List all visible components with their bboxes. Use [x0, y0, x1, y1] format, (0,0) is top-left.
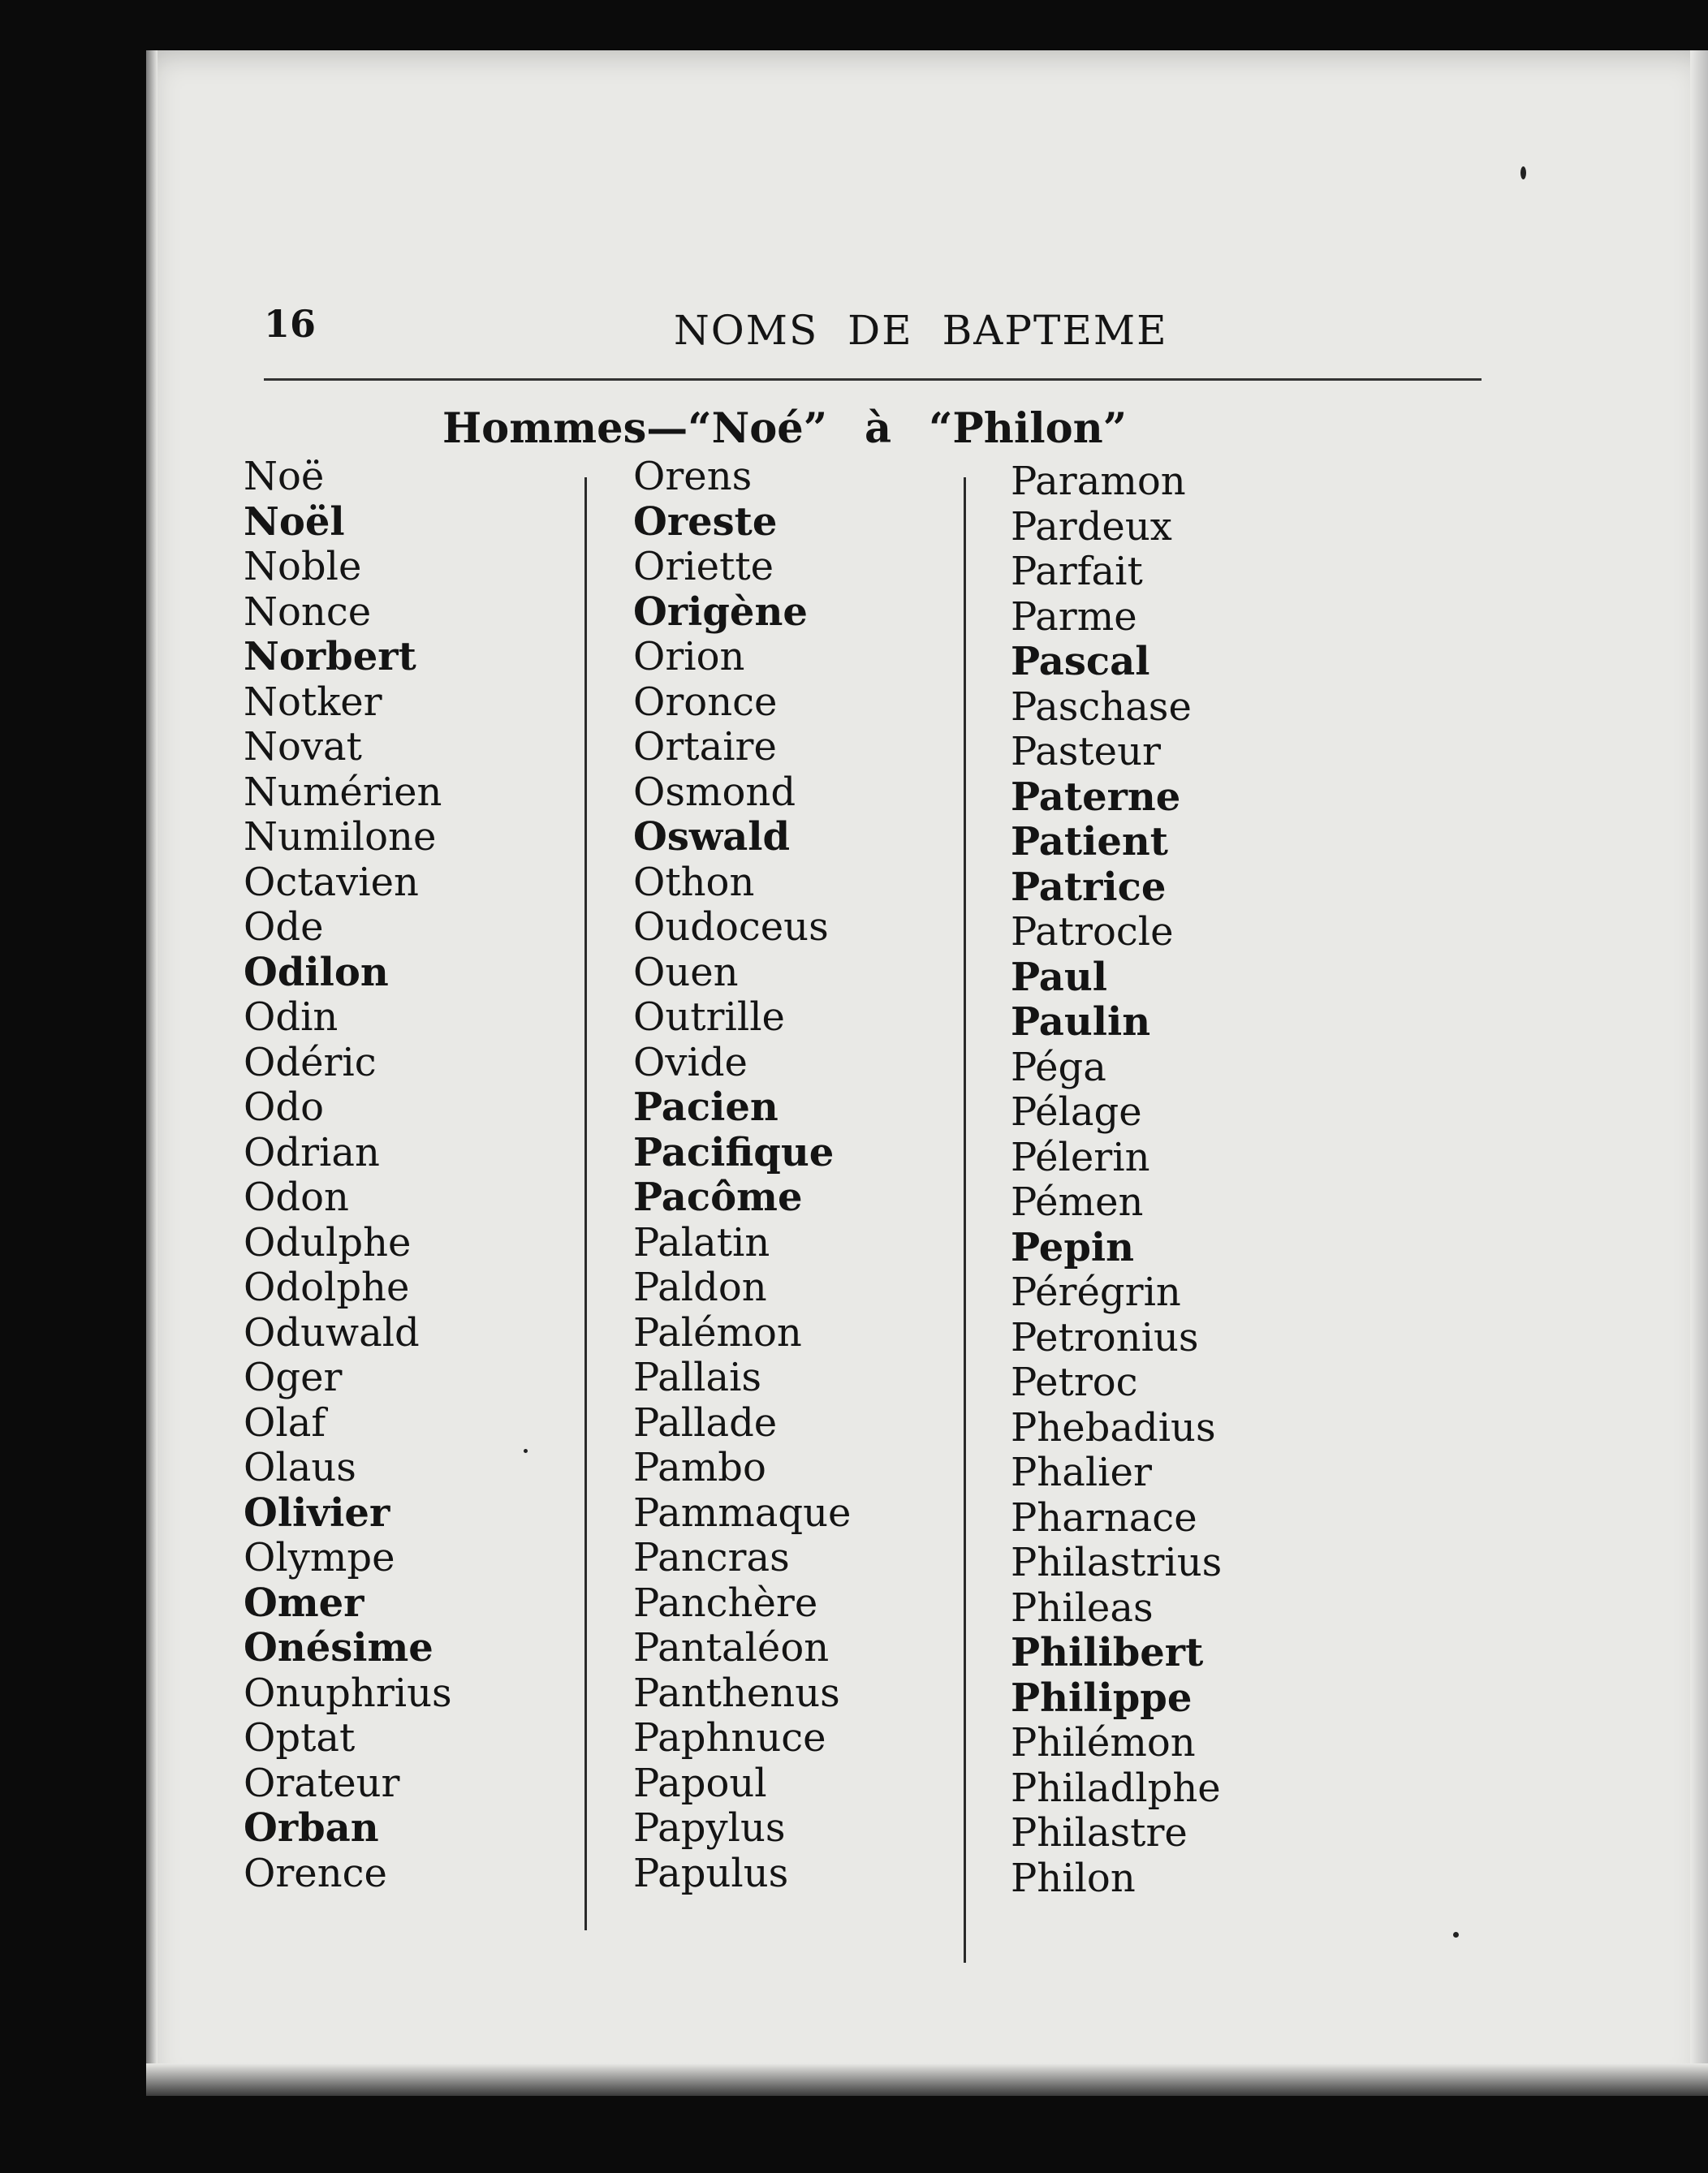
name-entry: Papylus	[633, 1805, 786, 1851]
name-entry: Philippe	[1011, 1675, 1193, 1721]
name-entry: Phebadius	[1011, 1404, 1216, 1451]
name-entry: Orateur	[244, 1760, 400, 1806]
name-entry: Onésime	[244, 1625, 433, 1671]
name-entry: Olaus	[244, 1445, 356, 1490]
name-entry: Pambo	[633, 1445, 766, 1490]
name-entry: Ouen	[633, 949, 739, 995]
name-entry: Oronce	[633, 679, 778, 725]
name-entry: Noble	[244, 544, 362, 589]
name-entry: Pammaque	[633, 1490, 852, 1536]
name-entry: Paul	[1011, 954, 1108, 1000]
name-entry: Parfait	[1011, 549, 1143, 594]
name-entry: Panthenus	[633, 1670, 840, 1716]
name-entry: Ode	[244, 904, 324, 950]
name-entry: Pérégrin	[1011, 1270, 1181, 1315]
name-entry: Pascal	[1011, 639, 1150, 684]
name-entry: Norbert	[244, 634, 416, 679]
scan-speck	[1520, 166, 1526, 179]
name-entry: Octavien	[244, 859, 419, 905]
name-entry: Nonce	[244, 589, 372, 635]
name-entry: Phileas	[1011, 1584, 1154, 1631]
scan-speck	[1453, 1932, 1459, 1938]
name-entry: Olaf	[244, 1399, 326, 1446]
name-column-2	[633, 455, 1055, 1896]
name-entry: Paulin	[1011, 999, 1151, 1045]
name-entry: Origène	[633, 589, 808, 635]
section-heading	[442, 404, 1127, 453]
name-entry: Ovide	[633, 1039, 748, 1085]
name-entry: Omer	[244, 1580, 364, 1626]
name-entry: Paramon	[1011, 459, 1186, 504]
name-entry: Oudoceus	[633, 904, 829, 950]
name-entry: Panchère	[633, 1580, 818, 1626]
name-entry: Pallais	[633, 1355, 762, 1400]
name-column-1	[244, 455, 666, 1896]
name-entry: Philastre	[1011, 1810, 1188, 1856]
name-entry: Odin	[244, 994, 339, 1040]
section-heading-mid: à	[865, 404, 892, 453]
name-entry: Pepin	[1011, 1224, 1135, 1270]
name-entry: Pélerin	[1011, 1134, 1150, 1180]
name-entry: Paschase	[1011, 683, 1192, 730]
column-divider	[584, 477, 587, 1930]
name-entry: Petroc	[1011, 1360, 1138, 1405]
name-entry: Olympe	[244, 1535, 395, 1580]
name-entry: Paphnuce	[633, 1715, 826, 1761]
name-entry: Pacôme	[633, 1175, 803, 1220]
name-entry: Optat	[244, 1715, 356, 1761]
name-entry: Numilone	[244, 814, 437, 860]
name-entry: Pacifique	[633, 1129, 835, 1175]
name-entry: Ortaire	[633, 724, 777, 770]
name-entry: Oger	[244, 1355, 343, 1400]
name-entry: Patrice	[1011, 864, 1167, 910]
name-entry: Notker	[244, 679, 382, 725]
name-entry: Oreste	[633, 498, 778, 545]
name-entry: Péga	[1011, 1044, 1106, 1090]
name-entry: Odo	[244, 1084, 324, 1130]
name-entry: Odolphe	[244, 1265, 410, 1310]
name-entry: Odilon	[244, 949, 389, 995]
name-entry: Papulus	[633, 1850, 789, 1896]
name-entry: Noël	[244, 498, 345, 545]
page-right-edge	[1690, 50, 1708, 2096]
name-column-3	[1011, 459, 1433, 1901]
name-entry: Palémon	[633, 1309, 802, 1356]
name-entry: Paldon	[633, 1265, 767, 1310]
name-entry: Osmond	[633, 769, 796, 815]
header-rule	[264, 378, 1482, 381]
name-entry: Pémen	[1011, 1179, 1144, 1225]
name-entry: Noë	[244, 454, 325, 499]
name-entry: Phalier	[1011, 1450, 1152, 1495]
section-heading-right: “Philon”	[929, 404, 1128, 453]
name-entry: Paterne	[1011, 774, 1181, 820]
name-entry: Numérien	[244, 769, 442, 815]
name-entry: Orence	[244, 1850, 387, 1896]
page-bottom-edge	[146, 2063, 1708, 2096]
name-entry: Olivier	[244, 1490, 390, 1536]
name-entry: Othon	[633, 859, 755, 905]
running-title: NOMS DE BAPTEME	[674, 307, 1168, 354]
name-entry: Philon	[1011, 1855, 1136, 1901]
name-entry: Pasteur	[1011, 729, 1161, 774]
name-entry: Philémon	[1011, 1720, 1196, 1766]
name-entry: Pharnace	[1011, 1494, 1197, 1541]
name-entry: Odéric	[244, 1039, 377, 1085]
name-entry: Odulphe	[244, 1219, 412, 1265]
section-heading-left: Hommes—“Noé”	[442, 404, 828, 453]
name-entry: Petronius	[1011, 1314, 1199, 1360]
name-entry: Orion	[633, 634, 745, 679]
name-entry: Philastrius	[1011, 1540, 1223, 1585]
name-entry: Oduwald	[244, 1309, 420, 1356]
name-entry: Philadlphe	[1011, 1765, 1221, 1811]
name-entry: Oriette	[633, 544, 774, 589]
column-divider	[964, 477, 966, 1963]
name-entry: Pantaléon	[633, 1625, 830, 1671]
name-entry: Oswald	[633, 814, 791, 860]
name-entry: Odrian	[244, 1129, 380, 1175]
name-entry: Orens	[633, 454, 753, 499]
name-entry: Pancras	[633, 1535, 790, 1580]
name-entry: Palatin	[633, 1219, 770, 1265]
name-entry: Onuphrius	[244, 1670, 452, 1716]
scan-speck	[524, 1449, 528, 1453]
name-entry: Novat	[244, 724, 362, 770]
name-entry: Pélage	[1011, 1089, 1142, 1135]
name-entry: Patrocle	[1011, 909, 1174, 955]
name-entry: Pallade	[633, 1399, 778, 1446]
name-entry: Pardeux	[1011, 503, 1172, 550]
name-entry: Parme	[1011, 593, 1137, 640]
page-number: 16	[264, 302, 317, 346]
name-entry: Outrille	[633, 994, 785, 1040]
name-entry: Patient	[1011, 819, 1168, 864]
name-entry: Odon	[244, 1175, 349, 1220]
name-entry: Pacien	[633, 1084, 779, 1130]
name-entry: Orban	[244, 1805, 379, 1851]
name-entry: Philibert	[1011, 1630, 1204, 1675]
name-entry: Papoul	[633, 1760, 767, 1806]
